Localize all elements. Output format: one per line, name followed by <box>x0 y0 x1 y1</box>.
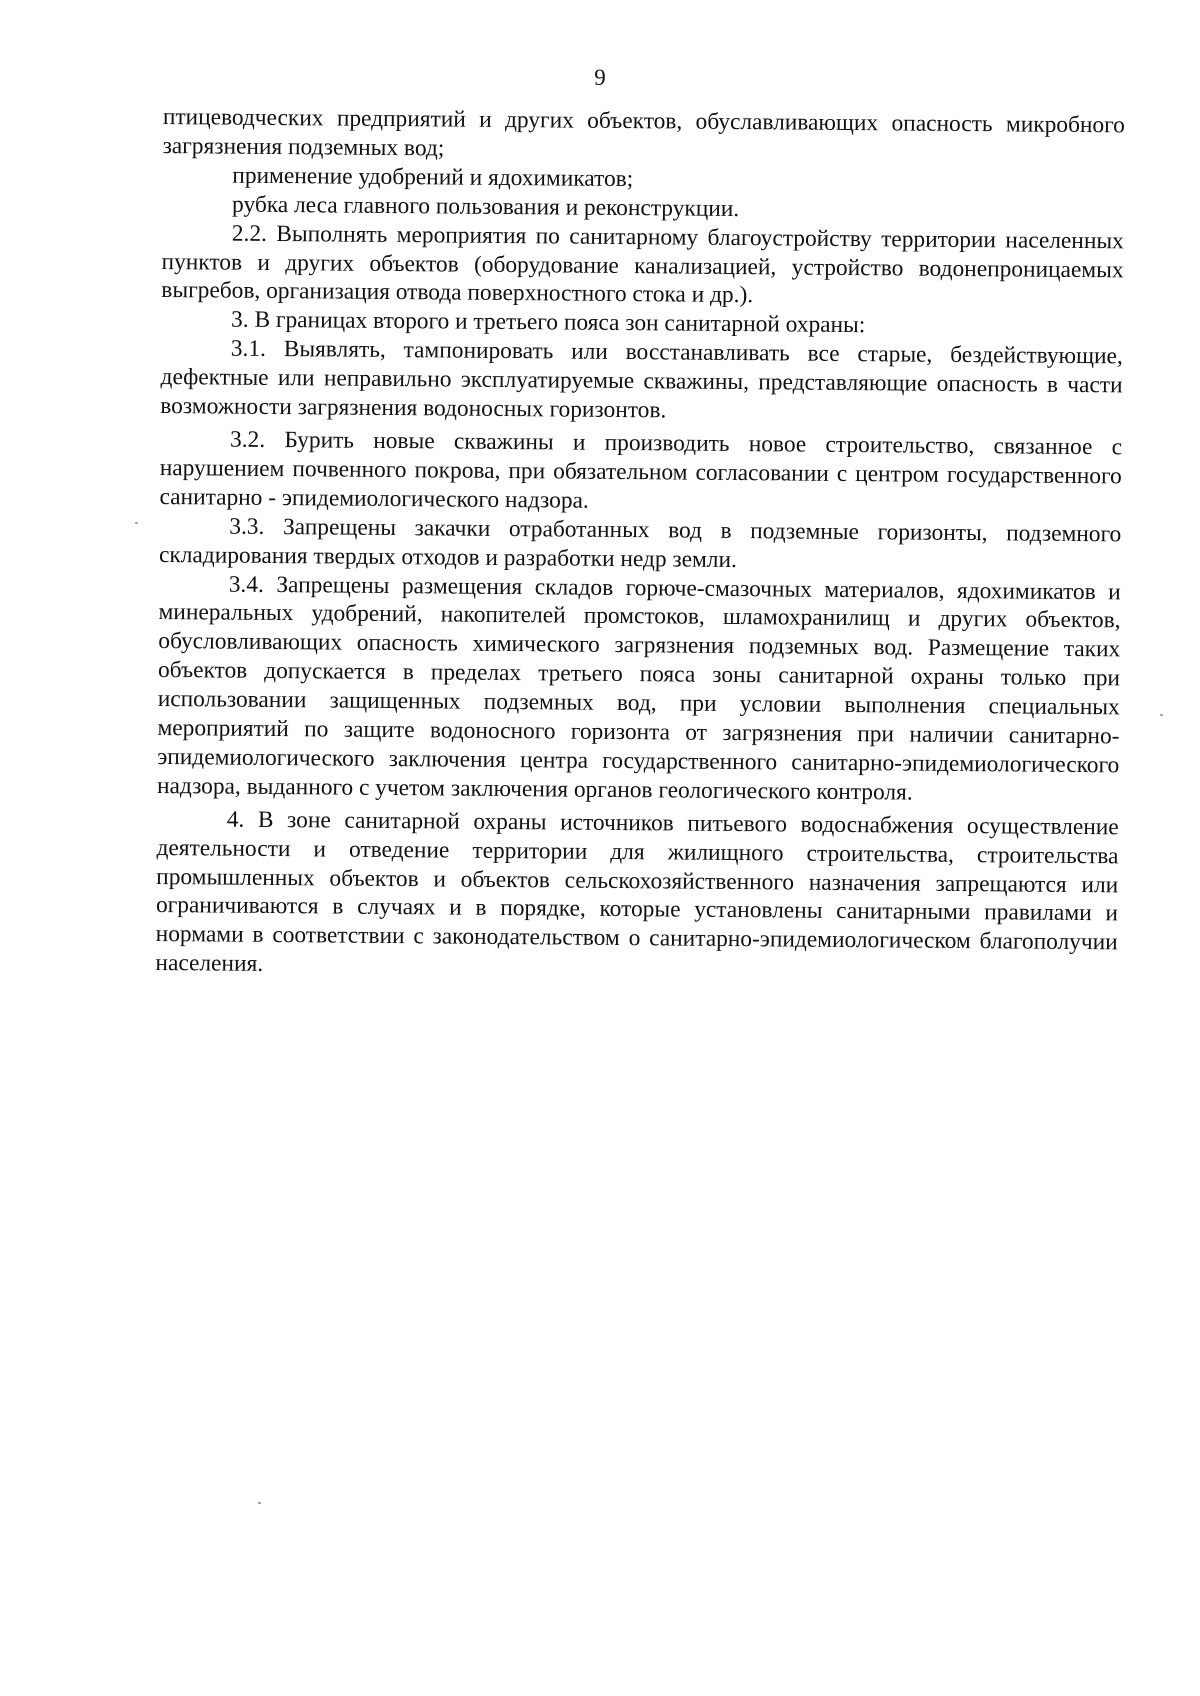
paragraph-3: 3. В границах второго и третьего пояса зон санитарной охраны: <box>230 306 866 339</box>
paragraph-3-4: 3.4. Запрещены размещения складов горюче-смазочных материалов, ядохимикатов и минеральных удобрений, накопителей промстоков, шламохранилищ и других объектов, обусловливающих опасность химического загрязнения подземных вод. Размещение таких объектов допускается в пределах третьего пояса зоны санитарной охраны только при использовании защищенных подземных вод, при условии выполнения специальных мероприятий по защите водоносного горизонта от загрязнения при наличии санитарно-эпидемиологического заключения центра государственного санитарно-эпидемиологического надзора, выданного с учетом заключения органов геологического контроля. <box>156 571 1121 806</box>
paragraph-4: 4. В зоне санитарной охраны источников питьевого водоснабжения осуществление деятельности и отведение территории для жилищного строительства, строительства промышленных объектов и объектов сельскохозяйственного назначения запрещаются или ограничиваются в случаях и в порядке, которые установлены санитарными правилами и нормами в соответствии с законодательством о санитарно-эпидемиологическом благополучии населения. <box>155 806 1119 978</box>
paragraph-3-1: 3.1. Выявлять, тампонировать или восстанавливать все старые, бездействующие, дефектные или неправильно эксплуатируемые скважины, представляющие опасность в части возможности загрязнения водоносных горизонтов. <box>160 335 1123 424</box>
paragraph-2-2: 2.2. Выполнять мероприятия по санитарному благоустройству территории населенных пунктов и других объектов (оборудование канализацией, устройство водонепроницаемых выгребов, организация отвода поверхностного стока и др.). <box>161 220 1124 309</box>
document-body <box>155 103 1125 987</box>
paragraph-3-3: 3.3. Запрещены закачки отработанных вод в подземные горизонты, подземного складирования твердых отходов и разработки недр земли. <box>158 513 1122 573</box>
paragraph-3-2: 3.2. Бурить новые скважины и производить новое строительство, связанное с нарушением почвенного покрова, при обязательном согласовании с центром государственного санитарно - эпидемиологического надзора. <box>159 426 1123 514</box>
scan-speck <box>135 522 138 524</box>
scan-speck <box>1160 714 1163 716</box>
paragraph-continuation: птицеводческих предприятий и других объектов, обуславливающих опасность микробного загрязнения подземных вод; <box>162 103 1125 162</box>
paragraph-logging: рубка леса главного пользования и реконструкции. <box>232 191 740 222</box>
page-number: 9 <box>594 65 606 90</box>
scan-speck <box>258 1502 261 1504</box>
paragraph-fertilizers: применение удобрений и ядохимикатов; <box>232 162 634 192</box>
